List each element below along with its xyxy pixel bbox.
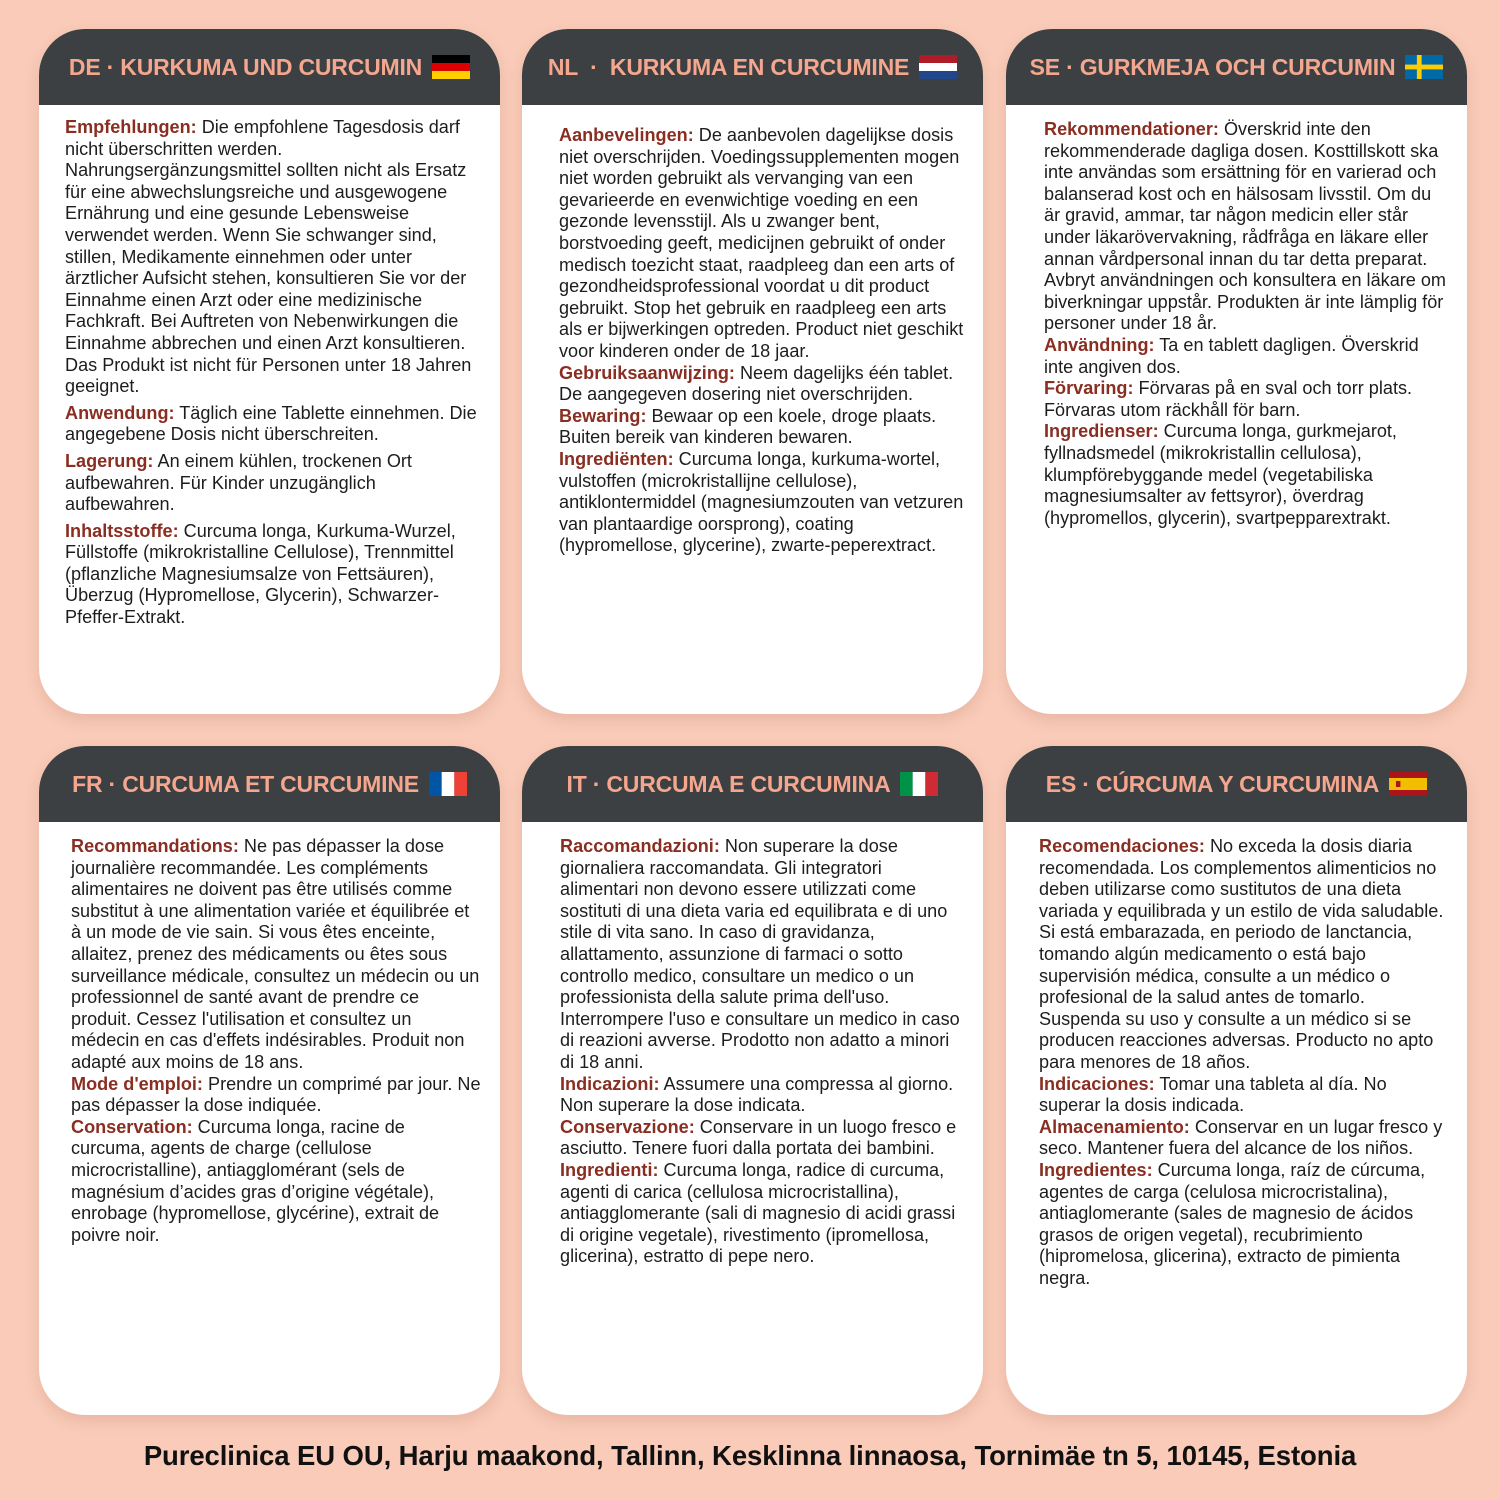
card-title: SE · GURKMEJA OCH CURCUMIN xyxy=(1029,53,1396,80)
section-text: Tomar una tableta al día. No superar la dosis indicada. xyxy=(1039,1073,1387,1116)
france-flag-icon xyxy=(429,772,467,796)
section-text: Curcuma longa, Kurkuma-Wurzel, Füllstoffe (mikrokristalline Cellulose), Trennmittel (pflanzliche Magnesiumsalze von Fettsäuren), Überzug (Hypromellose, Glycerin), Schwarzer-Pfeffer-Extrakt. xyxy=(65,520,456,628)
netherlands-flag-icon xyxy=(919,55,957,79)
section-label: Recommandations: xyxy=(71,836,239,856)
card-header xyxy=(522,29,983,105)
section-text: An einem kühlen, trockenen Ort aufbewahren. Für Kinder unzugänglich aufbewahren. xyxy=(65,450,412,515)
section xyxy=(1039,1074,1449,1117)
section xyxy=(559,406,965,449)
italy-flag-icon xyxy=(900,772,938,796)
section-label: Gebruiksaanwijzing: xyxy=(559,362,735,383)
section xyxy=(1044,119,1449,335)
section-text: Bewaar op een koele, droge plaats. Buiten bereik van kinderen bewaren. xyxy=(559,405,937,448)
section xyxy=(560,1160,965,1268)
section-label: Conservazione: xyxy=(560,1116,695,1137)
section xyxy=(65,117,482,398)
spain-flag-icon xyxy=(1389,772,1427,796)
section xyxy=(560,836,965,1074)
section xyxy=(65,451,482,516)
section-label: Anwendung: xyxy=(65,402,175,423)
section-label: Recomendaciones: xyxy=(1039,836,1205,856)
section-label: Indicazioni: xyxy=(560,1073,660,1094)
section-text: Förvaras på en sval och torr plats. Förvaras utom räckhåll för barn. xyxy=(1044,378,1413,420)
section xyxy=(1039,836,1449,1074)
section xyxy=(1044,421,1449,529)
company-address: Pureclinica EU OU, Harju maakond, Tallinn, Kesklinna linnaosa, Tornimäe tn 5, 10145, Estonia xyxy=(143,1440,1357,1471)
section-text: Ne pas dépasser la dose journalière recommandée. Les compléments alimentaires ne doivent pas être utilisés comme substitut à une alimentation variée et équilibrée et à un mode de vie sain. Si vous êtes enceinte, allaitez, prenez des médicaments ou êtes sous surveillance médicale, consultez un médecin ou un professionnel de santé avant de prendre ce produit. Cessez l'utilisation et consultez un médecin en cas d'effets indésirables. Produit non adapté aux moins de 18 ans. xyxy=(71,836,480,1072)
section xyxy=(71,836,482,1074)
section-label: Indicaciones: xyxy=(1039,1073,1155,1094)
section-text: Die empfohlene Tagesdosis darf nicht überschritten werden. Nahrungsergänzungsmittel sollten nicht als Ersatz für eine abwechslungsreiche und ausgewogene Ernährung und eine gesunde Lebensweise verwendet werden. Wenn Sie schwanger sind, stillen, Medikamente einnehmen oder unter ärztlicher Aufsicht stehen, konsultieren Sie vor der Einnahme einen Arzt oder eine medizinische Fachkraft. Bei Auftreten von Nebenwirkungen die Einnahme abbrechen und einen Arzt konsultieren. Das Produkt ist nicht für Personen unter 18 Jahren geeignet. xyxy=(65,117,472,397)
card-body xyxy=(1006,105,1467,529)
section-label: Ingredientes: xyxy=(1039,1159,1153,1180)
card-de xyxy=(39,29,500,714)
card-header xyxy=(1006,746,1467,822)
section-text: Curcuma longa, kurkuma-wortel, vulstoffen (microkristallijne cellulose), antiklontermiddel (magnesiumzouten van vetzuren van plantaardige oorsprong), coating (hypromellose, glycerine), zwarte-peperextract. xyxy=(559,448,964,556)
section xyxy=(559,449,965,557)
section-label: Ingredienser: xyxy=(1044,421,1159,442)
section xyxy=(65,521,482,629)
section-label: Användning: xyxy=(1044,334,1155,355)
section-label: Conservation: xyxy=(71,1116,193,1137)
section xyxy=(1039,1160,1449,1290)
section xyxy=(71,1117,482,1247)
section xyxy=(560,1117,965,1160)
section-text: Curcuma longa, gurkmejarot, fyllnadsmedel (mikrokristallin cellulosa), klumpförebyggande medel (vegetabiliska magnesiumsalter av fettsyror), överdrag (hypromellos, glycerin), svartpepparextrakt. xyxy=(1044,421,1397,528)
section-label: Lagerung: xyxy=(65,450,154,471)
card-body xyxy=(39,105,500,629)
germany-flag-icon xyxy=(432,55,470,79)
section-text: Överskrid inte den rekommenderade dagliga dosen. Kosttillskott ska inte användas som ersättning för en varierad och balanserad kost och en hälsosam livsstil. Om du är gravid, ammar, tar någon medicin eller står under läkarövervakning, rådfråga en läkare eller annan vårdpersonal innan du tar detta preparat. Avbryt användningen och konsultera en läkare om biverkningar uppstår. Produkten är inte lämplig för personer under 18 år. xyxy=(1044,119,1447,334)
section-label: Ingredienti: xyxy=(560,1159,659,1180)
section-label: Aanbevelingen: xyxy=(559,125,694,145)
section xyxy=(559,125,965,363)
section-text: Assumere una compressa al giorno. Non superare la dose indicata. xyxy=(560,1073,954,1116)
section-text: Non superare la dose giornaliera raccomandata. Gli integratori alimentari non devono essere utilizzati come sostituti di una dieta varia ed equilibrata e di uno stile di vita sano. In caso di gravidanza, allattamento, assunzione di farmaci o sotto controllo medico, consultare un medico o un professionista della salute prima dell'uso. Interrompere l'uso e consultare un medico in caso di reazioni avverse. Prodotto non adatto a minori di 18 anni. xyxy=(560,836,960,1072)
section-text: Prendre un comprimé par jour. Ne pas dépasser la dose indiquée. xyxy=(71,1073,481,1116)
section-label: Förvaring: xyxy=(1044,378,1134,399)
section-text: Ta en tablett dagligen. Överskrid inte angiven dos. xyxy=(1044,334,1419,377)
section-label: Rekommendationer: xyxy=(1044,119,1219,139)
section-label: Bewaring: xyxy=(559,405,647,426)
card-title: ES · CÚRCUMA Y CURCUMINA xyxy=(1045,770,1380,797)
section-text: Curcuma longa, racine de curcuma, agents de charge (cellulose microcristalline), antiagglomérant (sels de magnésium d’acides gras d’origine végétale), enrobage (hypromellose, glycérine), extrait de poivre noir. xyxy=(71,1116,440,1245)
section xyxy=(1044,335,1449,378)
card-body xyxy=(1006,822,1467,1289)
section-text: Neem dagelijks één tablet. De aangegeven dosering niet overschrijden. xyxy=(559,362,954,405)
card-header xyxy=(522,746,983,822)
card-header xyxy=(1006,29,1467,105)
section xyxy=(65,403,482,446)
card-header xyxy=(39,29,500,105)
card-it xyxy=(522,746,983,1415)
section xyxy=(1039,1117,1449,1160)
section xyxy=(1044,378,1449,421)
section-label: Inhaltsstoffe: xyxy=(65,520,179,541)
card-fr xyxy=(39,746,500,1415)
section-label: Ingrediënten: xyxy=(559,448,674,469)
card-body xyxy=(522,105,983,557)
card-es xyxy=(1006,746,1467,1415)
card-se xyxy=(1006,29,1467,714)
section-label: Empfehlungen: xyxy=(65,117,197,137)
sweden-flag-icon xyxy=(1405,55,1443,79)
section-text: Täglich eine Tablette einnehmen. Die angegebene Dosis nicht überschreiten. xyxy=(65,402,477,445)
card-body xyxy=(39,822,500,1246)
card-title: DE · KURKUMA UND CURCUMIN xyxy=(68,53,423,80)
section-label: Almacenamiento: xyxy=(1039,1116,1190,1137)
card-title: NL · KURKUMA EN CURCUMINE xyxy=(547,53,910,80)
section-text: No exceda la dosis diaria recomendada. Los complementos alimenticios no deben utilizarse como sustitutos de una dieta variada y equilibrada y un estilo de vida saludable. Si está embarazada, en periodo de lanctancia, tomando algún medicamento o está bajo supervisión médica, consulte a un médico o profesional de la salud antes de tomarlo. Suspenda su uso y consulte a un médico si se producen reacciones adversas. Producto no apto para menores de 18 años. xyxy=(1039,836,1444,1072)
card-header xyxy=(39,746,500,822)
section xyxy=(71,1074,482,1117)
card-title: IT · CURCUMA E CURCUMINA xyxy=(566,770,891,797)
section-label: Mode d'emploi: xyxy=(71,1073,203,1094)
section-text: Curcuma longa, radice di curcuma, agenti di carica (cellulosa microcristallina), antiagglomerante (sali di magnesio di acidi grassi di origine vegetale), rivestimento (ipromellosa, glicerina), estratto di pepe nero. xyxy=(560,1159,956,1267)
section-text: Conservare in un luogo fresco e asciutto. Tenere fuori dalla portata dei bambini. xyxy=(560,1116,957,1159)
section-text: De aanbevolen dagelijkse dosis niet overschrijden. Voedingssupplementen mogen niet worden gebruikt als vervanging van een gevarieerde en evenwichtige voeding en een gezonde levensstijl. Als u zwanger bent, borstvoeding geeft, medicijnen gebruikt of onder medisch toezicht staat, raadpleeg dan een arts of gezondheidsprofessional voordat u dit product gebruikt. Stop het gebruik en raadpleeg een arts als er bijwerkingen optreden. Product niet geschikt voor kinderen onder de 18 jaar. xyxy=(559,125,964,361)
section-text: Conservar en un lugar fresco y seco. Mantener fuera del alcance de los niños. xyxy=(1039,1116,1443,1159)
section-label: Raccomandazioni: xyxy=(560,836,720,856)
section xyxy=(559,363,965,406)
section-text: Curcuma longa, raíz de cúrcuma, agentes de carga (celulosa microcristalina), antiaglomerante (sales de magnesio de ácidos grasos de origen vegetal), recubrimiento (hipromelosa, glicerina), extracto de pimienta negra. xyxy=(1039,1159,1426,1288)
card-body xyxy=(522,822,983,1268)
card-nl xyxy=(522,29,983,714)
section xyxy=(560,1074,965,1117)
card-title: FR · CURCUMA ET CURCUMINE xyxy=(72,770,419,797)
